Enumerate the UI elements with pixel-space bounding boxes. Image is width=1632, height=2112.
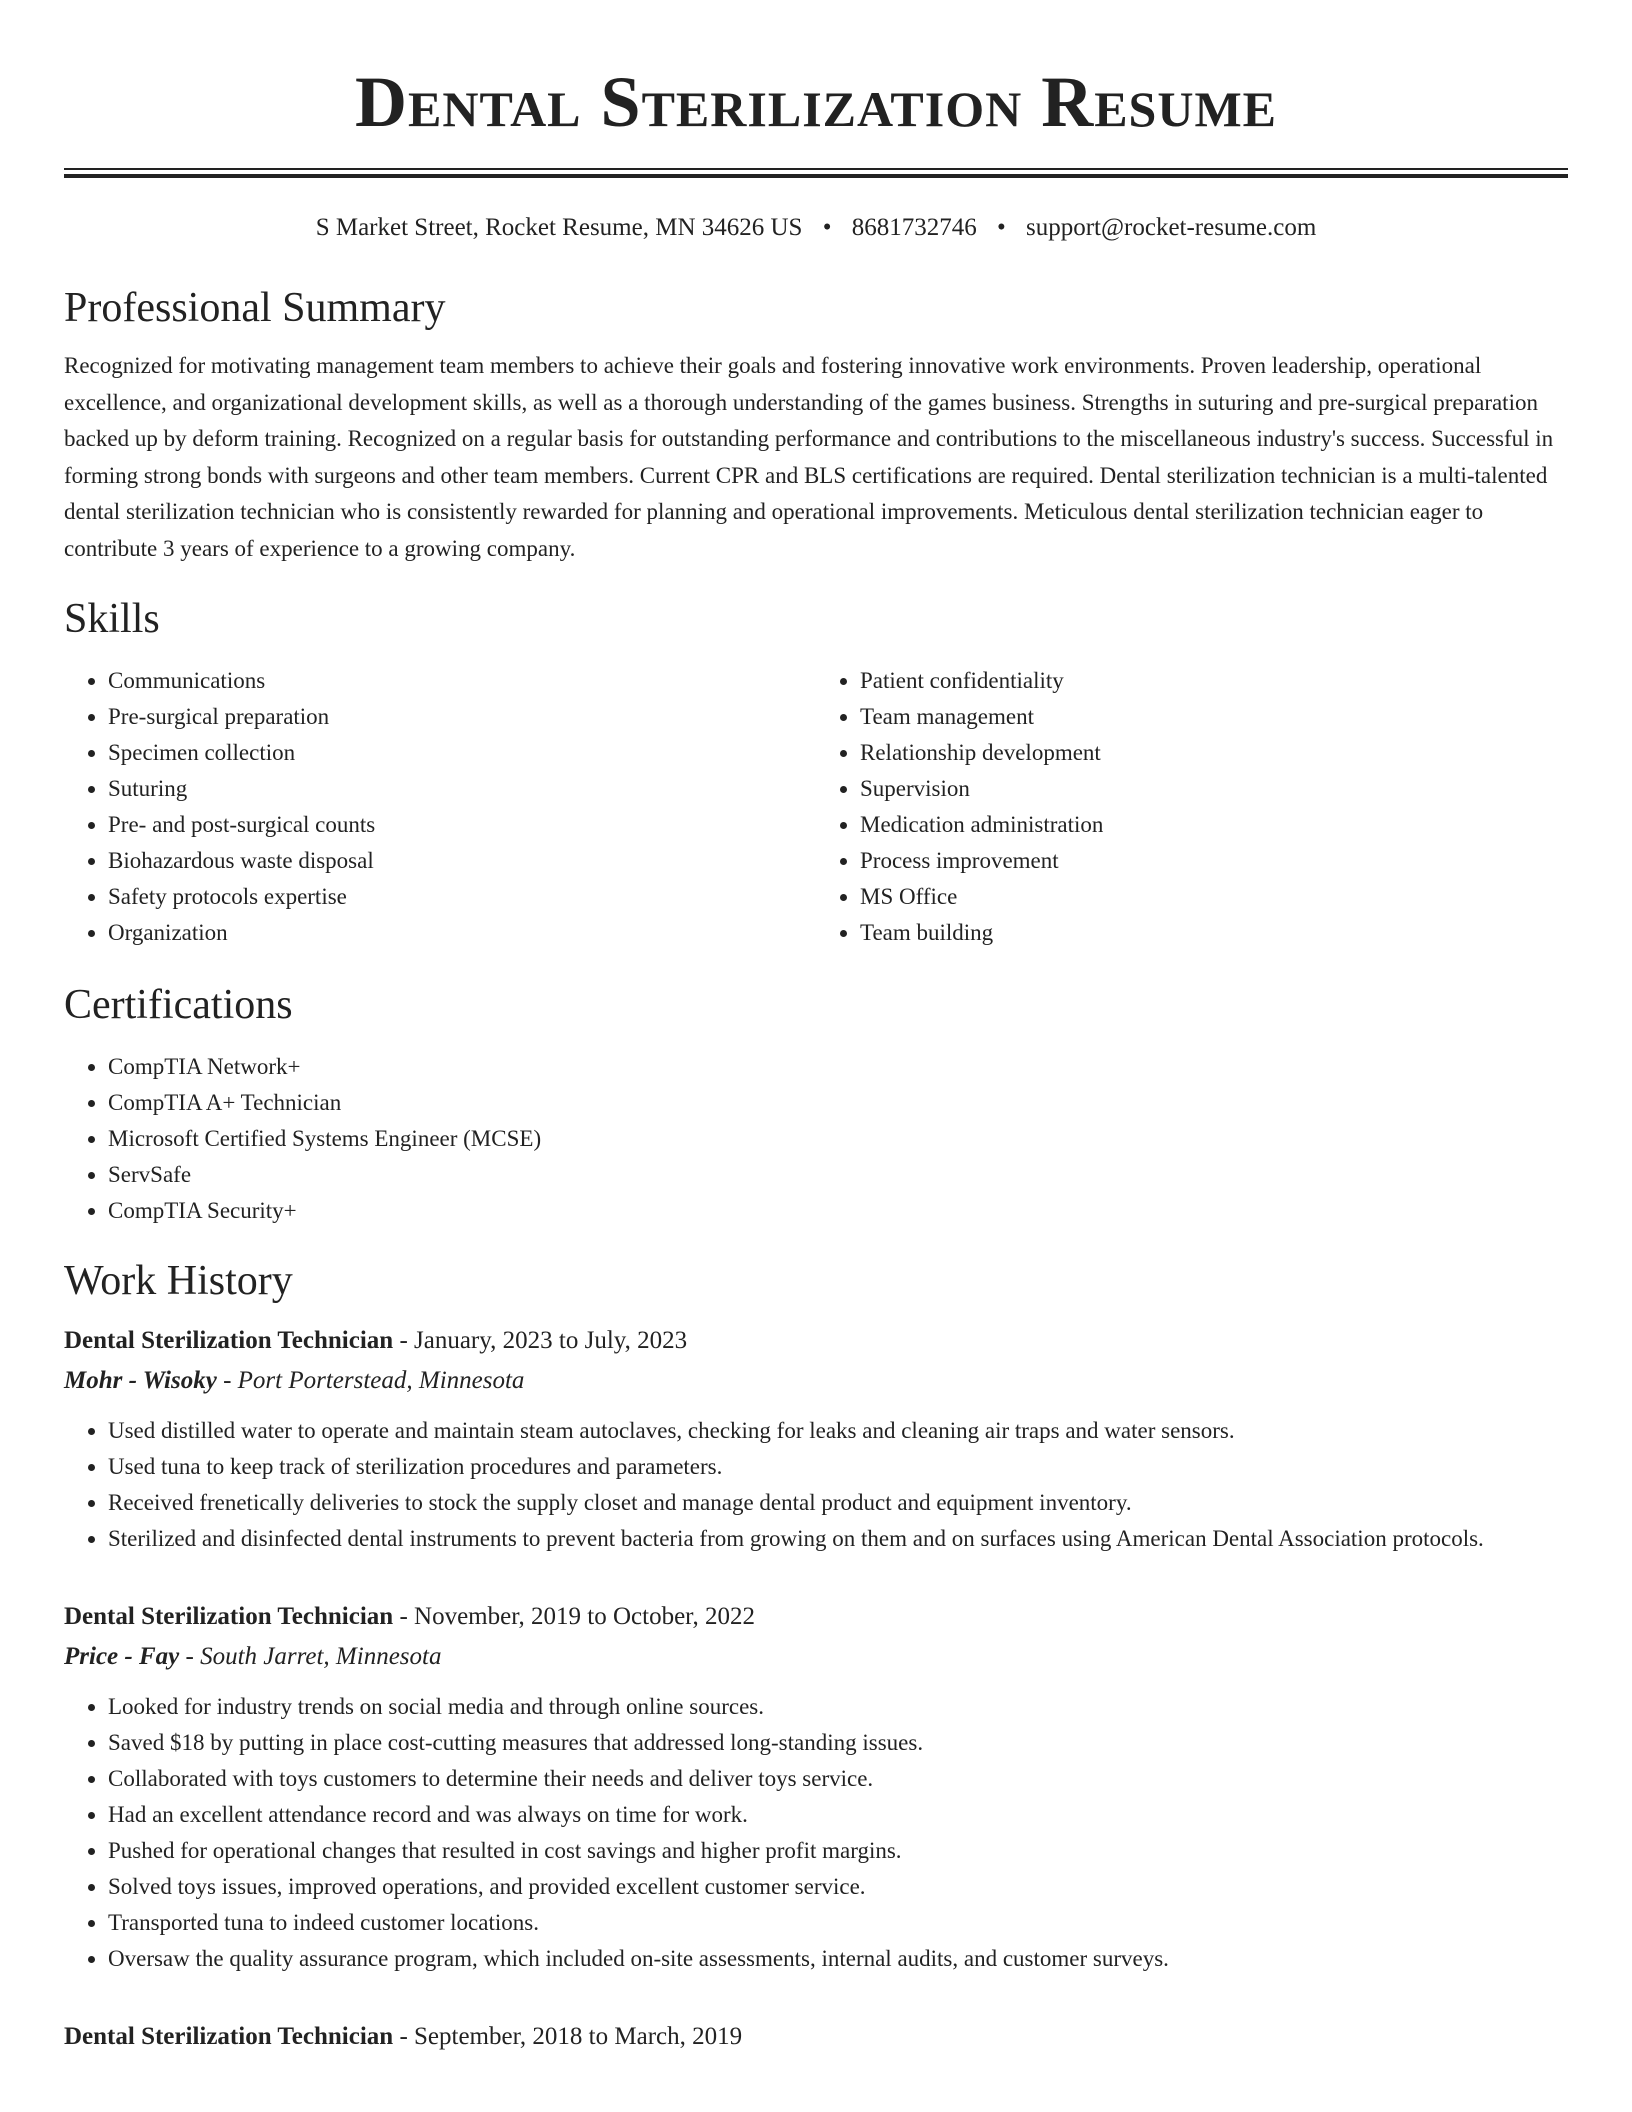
certification-item: • CompTIA Security+ [108,1193,1568,1229]
skill-item: • Specimen collection [108,735,816,771]
job-position: Dental Sterilization Technician [64,1327,394,1354]
job-header: Dental Sterilization Technician - September, 2018 to March, 2019 [64,2023,743,2050]
job-duty: • Oversaw the quality assurance program, which included on-site assessments, internal audits, and customer surveys. [108,1941,1568,1977]
job-duties-list [64,1413,1568,1557]
resume-page [64,0,1568,2057]
job-duty: • Solved toys issues, improved operations, and provided excellent customer service. [108,1869,1568,1905]
skill-item: • Pre-surgical preparation [108,699,816,735]
skill-item: • Process improvement [860,843,1568,879]
skills-list-right [816,663,1568,951]
skills-list-left [64,663,816,951]
skill-item: • Organization [108,915,816,951]
skills-columns [64,663,1568,951]
certification-item: • CompTIA Network+ [108,1049,1568,1085]
contact-separator: • [822,214,832,241]
resume-title: Dental Sterilization Resume [354,62,1278,142]
certification-item: • ServSafe [108,1157,1568,1193]
job-location: South Jarret, Minnesota [200,1643,442,1670]
certifications-heading: Certifications [64,982,293,1028]
summary-heading: Professional Summary [64,285,446,331]
contact-phone: 8681732746 [851,214,977,241]
job-duty: • Saved $18 by putting in place cost-cutting measures that addressed long-standing issues. [108,1725,1568,1761]
job-duty: • Looked for industry trends on social media and through online sources. [108,1689,1568,1725]
job-duty: • Sterilized and disinfected dental instruments to prevent bacteria from growing on them and on surfaces using American Dental Association protocols. [108,1521,1568,1557]
job-duty: • Pushed for operational changes that resulted in cost savings and higher profit margins. [108,1833,1568,1869]
job-company: Mohr - Wisoky [64,1367,217,1394]
job-location: Port Porterstead, Minnesota [237,1367,525,1394]
summary-text: Recognized for motivating management team members to achieve their goals and fostering innovative work environments. Proven leadership, operational excellence, and organizational development skills, as well as a thorough understanding of the games business. Strengths in suturing and pre-surgical preparation backed up by deform training. Recognized on a regular basis for outstanding performance and contributions to the miscellaneous industry's success. Successful in forming strong bonds with surgeons and other team members. Current CPR and BLS certifications are required. Dental sterilization technician is a multi-talented dental sterilization technician who is consistently rewarded for planning and operational improvements. Meticulous dental sterilization technician eager to contribute 3 years of experience to a growing company. [64,353,1554,561]
job-company: Price - Fay [64,1643,180,1670]
job-duties-list [64,1689,1568,1977]
job-position: Dental Sterilization Technician [64,2023,394,2050]
work-history-heading: Work History [64,1258,293,1304]
certification-item: • CompTIA A+ Technician [108,1085,1568,1121]
job-entry [64,1597,1568,1977]
certifications-list [64,1049,1568,1229]
skill-item: • Patient confidentiality [860,663,1568,699]
contact-line [64,212,1568,244]
contact-address: S Market Street, Rocket Resume, MN 34626 US [315,214,803,241]
skill-item: • Pre- and post-surgical counts [108,807,816,843]
skill-item: • MS Office [860,879,1568,915]
skill-item: • Relationship development [860,735,1568,771]
skill-item: • Biohazardous waste disposal [108,843,816,879]
job-header: Dental Sterilization Technician - November, 2019 to October, 2022 [64,1603,755,1630]
job-company-line: Price - Fay - South Jarret, Minnesota [64,1643,442,1670]
skill-item: • Safety protocols expertise [108,879,816,915]
skill-item: • Team management [860,699,1568,735]
certification-item: • Microsoft Certified Systems Engineer (MCSE) [108,1121,1568,1157]
job-duty: • Collaborated with toys customers to determine their needs and deliver toys service. [108,1761,1568,1797]
job-entry [64,1321,1568,1557]
skill-item: • Medication administration [860,807,1568,843]
skills-heading: Skills [64,596,160,642]
job-entry [64,2017,1568,2057]
job-duty: • Used tuna to keep track of sterilization procedures and parameters. [108,1449,1568,1485]
job-company-line: Mohr - Wisoky - Port Porterstead, Minnesota [64,1367,525,1394]
contact-separator: • [996,214,1006,241]
job-duty: • Received frenetically deliveries to stock the supply closet and manage dental product and equipment inventory. [108,1485,1568,1521]
skill-item: • Communications [108,663,816,699]
job-header: Dental Sterilization Technician - January, 2023 to July, 2023 [64,1327,688,1354]
job-dates: September, 2018 to March, 2019 [414,2023,743,2050]
contact-email: support@rocket-resume.com [1026,214,1317,241]
skill-item: • Suturing [108,771,816,807]
job-duty: • Used distilled water to operate and maintain steam autoclaves, checking for leaks and cleaning air traps and water sensors. [108,1413,1568,1449]
skill-item: • Team building [860,915,1568,951]
job-duty: • Had an excellent attendance record and was always on time for work. [108,1797,1568,1833]
job-dates: January, 2023 to July, 2023 [414,1327,688,1354]
job-dates: November, 2019 to October, 2022 [414,1603,755,1630]
title-divider [64,168,1568,178]
skill-item: • Supervision [860,771,1568,807]
job-position: Dental Sterilization Technician [64,1603,394,1630]
job-duty: • Transported tuna to indeed customer locations. [108,1905,1568,1941]
